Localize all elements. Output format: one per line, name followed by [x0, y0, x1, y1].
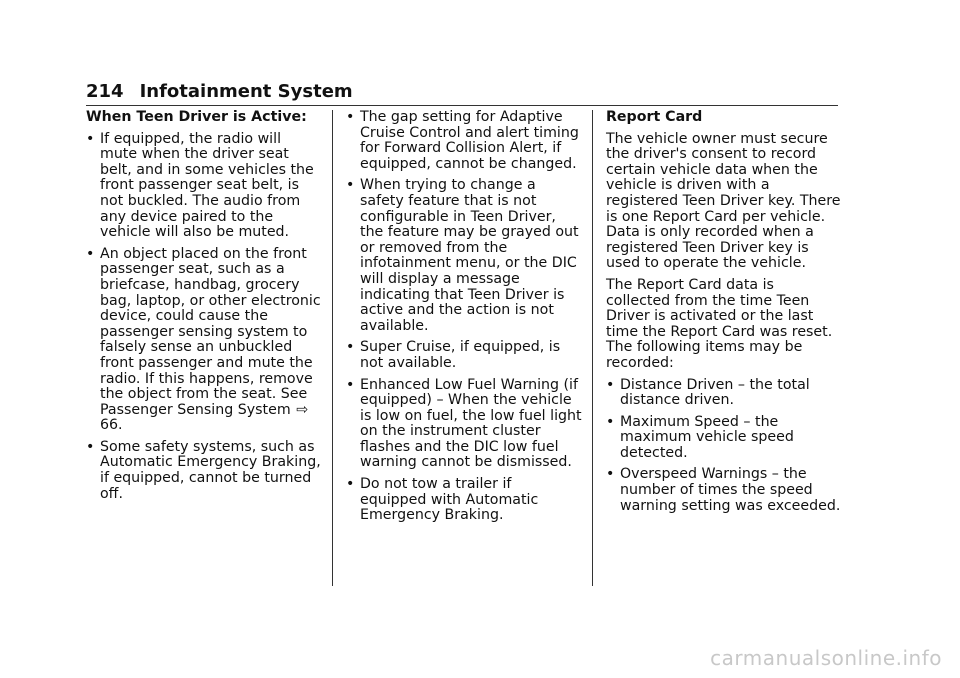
bullet-icon: • [606, 466, 615, 483]
paragraph: The Report Card data is collected from the time Teen Driver is activated or the last time the Report Card was reset. The following items may be recorded: [606, 276, 833, 371]
bullet-list [86, 132, 322, 503]
list-item: • Super Cruise, if equipped, is not available. [346, 339, 561, 371]
page-number: 214 [86, 81, 124, 102]
bullet-list [346, 110, 582, 524]
bullet-icon: • [86, 130, 95, 147]
section-title: Infotainment System [139, 81, 353, 102]
page-reference-link[interactable]: 66. [100, 417, 123, 434]
bullet-icon: • [86, 245, 95, 262]
report-card-heading: Report Card [606, 109, 703, 125]
list-item: • When trying to change a safety feature that is not configurable in Teen Driver, the feature may be grayed out or removed from the infotainment menu, or the DIC will display a message indicating that Teen Driver is active and the action is not available. [346, 177, 579, 334]
list-item: • The gap setting for Adaptive Cruise Control and alert timing for Forward Collision Alert, if equipped, cannot be changed. [346, 109, 579, 172]
column-divider [592, 110, 593, 586]
bullet-icon: • [86, 438, 95, 455]
paragraph: The vehicle owner must secure the driver's consent to record certain vehicle data when the vehicle is driven with a registered Teen Driver key. There is one Report Card per vehicle. Data is only recorded when a registered Teen Driver key is used to operate the vehicle. [606, 130, 841, 272]
bullet-icon: • [346, 376, 355, 393]
bullet-list [606, 378, 842, 515]
list-item: • Overspeed Warnings – the number of times the speed warning setting was exceeded. [606, 466, 841, 514]
bullet-icon: • [346, 476, 355, 493]
bullet-icon: • [346, 339, 355, 356]
list-item: • Distance Driven – the total distance driven. [606, 376, 810, 409]
bullet-icon: • [606, 413, 615, 430]
column-2 [346, 110, 582, 530]
page-reference-arrow-icon: ⇨ [296, 401, 309, 418]
teen-driver-active-heading: When Teen Driver is Active: [86, 109, 307, 125]
list-item: • If equipped, the radio will mute when the driver seat belt, and in some vehicles the front passenger seat belt, is not buckled. The audio from any device paired to the vehicle will also be muted. [86, 130, 314, 241]
bullet-icon: • [606, 376, 615, 393]
list-item: • Do not tow a trailer if equipped with Automatic Emergency Braking. [346, 476, 539, 524]
list-item: • Some safety systems, such as Automatic Emergency Braking, if equipped, cannot be turned off. [86, 438, 321, 502]
list-item: • Maximum Speed – the maximum vehicle speed detected. [606, 413, 794, 461]
list-item: • An object placed on the front passenger seat, such as a briefcase, handbag, grocery bag, laptop, or other electronic device, could cause the passenger sensing system to falsely sense an unbuckled front passenger and mute the radio. If this happens, remove the object from the seat. See Passenger Sensing System ⇨66. [86, 245, 321, 434]
column-divider [332, 110, 333, 586]
watermark: carmanualsonline.info [710, 646, 942, 670]
column-3 [606, 110, 842, 520]
list-item: • Enhanced Low Fuel Warning (if equipped) – When the vehicle is low on fuel, the low fuel light on the instrument cluster flashes and the DIC low fuel warning cannot be dismissed. [346, 376, 582, 471]
column-1 [86, 110, 322, 508]
page-header [86, 80, 838, 106]
bullet-icon: • [346, 109, 355, 125]
bullet-icon: • [346, 177, 355, 194]
